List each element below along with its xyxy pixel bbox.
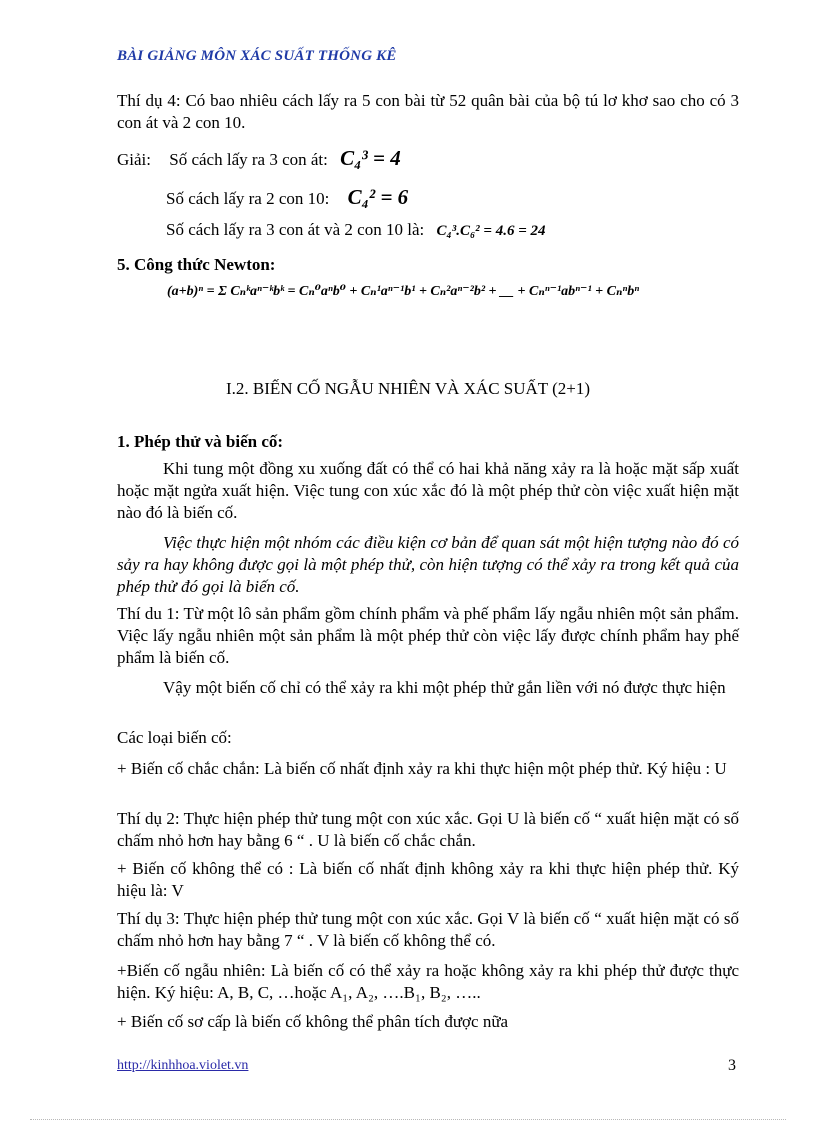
newton-formula: (a+b)ⁿ = Σ Cₙᵏaⁿ⁻ᵏbᵏ = Cₙ⁰aⁿb⁰ + Cₙ¹aⁿ⁻¹b¹ + Cₙ²aⁿ⁻²b² + __ + Cₙⁿ⁻¹abⁿ⁻¹ + Cₙⁿbⁿ (167, 284, 640, 299)
step-2-formula: C₄² = 6 (347, 185, 409, 209)
solution-step-3 (166, 220, 546, 240)
step-3-text: Số cách lấy ra 3 con át và 2 con 10 là: (166, 220, 425, 239)
document-header: BÀI GIẢNG MÔN XÁC SUẤT THỐNG KÊ (117, 48, 397, 64)
page-number: 3 (728, 1057, 736, 1074)
paragraph-coin: Khi tung một đồng xu xuống đất có thể có hai khả năng xảy ra là hoặc mặt sấp xuất hoặc mặt ngửa xuất hiện. Việc tung con xúc xắc đó là một phép thử còn việc xuất hiện mặt nào đó là biến cố. (117, 459, 739, 522)
example-4-text: Thí dụ 4: Có bao nhiêu cách lấy ra 5 con bài từ 52 quân bài của bộ tú lơ khơ sao cho có 3 con át và 2 con 10. (117, 91, 739, 132)
solution-step-1 (117, 146, 401, 171)
solution-step-2 (166, 185, 408, 210)
example-1-text: Thí du 1: Từ một lô sản phẩm gồm chính phẩm và phế phẩm lấy ngẫu nhiên một sản phẩm. Việc lấy ngẫu nhiên một sản phẩm là một phép thử còn việc lấy được chính phẩm hay phế phẩm là biến cố. (117, 604, 739, 667)
random-event-definition: +Biến cố ngẫu nhiên: Là biến cố có thể xảy ra hoặc không xảy ra khi phép thử được thực hiện. Ký hiệu: A, B, C, …hoặc A₁, A₂, ….B₁, B₂, ….. (117, 961, 739, 1002)
solution-label: Giải: (117, 150, 151, 169)
step-3-formula: C₄³.C₆² = 4.6 = 24 (436, 223, 546, 239)
step-2-text: Số cách lấy ra 2 con 10: (166, 189, 330, 208)
page-bottom-divider (30, 1119, 786, 1120)
footer-link[interactable]: http://kinhhoa.violet.vn (117, 1058, 249, 1073)
step-1-text: Số cách lấy ra 3 con át: (169, 150, 328, 169)
certain-event-definition: + Biến cố chắc chắn: Là biến cố nhất định xảy ra khi thực hiện một phép thử. Ký hiệu : U (117, 759, 727, 778)
event-types-label: Các loại biến cố: (117, 728, 232, 747)
paragraph-conclusion: Vậy một biến cố chỉ có thể xảy ra khi một phép thử gắn liền với nó được thực hiện (163, 678, 726, 697)
example-2-text: Thí dụ 2: Thực hiện phép thử tung một con xúc xắc. Gọi U là biến cố “ xuất hiện mặt có số chấm nhỏ hơn hay bằng 6 “ . U là biến cố chắc chắn. (117, 809, 739, 850)
step-1-formula: C₄³ = 4 (340, 146, 401, 170)
newton-heading: 5. Công thức Newton: (117, 255, 276, 274)
section-title: I.2. BIẾN CỐ NGẪU NHIÊN VÀ XÁC SUẤT (2+1) (225, 379, 591, 398)
example-3-text: Thí dụ 3: Thực hiện phép thử tung một con xúc xắc. Gọi V là biến cố “ xuất hiện mặt có số chấm nhỏ hơn hay bằng 7 “ . V là biến cố không thể có. (117, 909, 739, 950)
elementary-event-definition: + Biến cố sơ cấp là biến cố không thể phân tích được nữa (117, 1012, 509, 1031)
paragraph-definition: Việc thực hiện một nhóm các điều kiện cơ bản để quan sát một hiện tượng nào đó có sảy ra hay không được gọi là một phép thử, còn hiện tượng có thể xảy ra trong kết quả của phép thử đó gọi là biến cố. (117, 533, 739, 596)
subsection-heading: 1. Phép thử và biến cố: (117, 432, 284, 451)
impossible-event-definition: + Biến cố không thể có : Là biến cố nhất định không xảy ra khi thực hiện phép thử. Ký hiệu là: V (117, 859, 739, 900)
